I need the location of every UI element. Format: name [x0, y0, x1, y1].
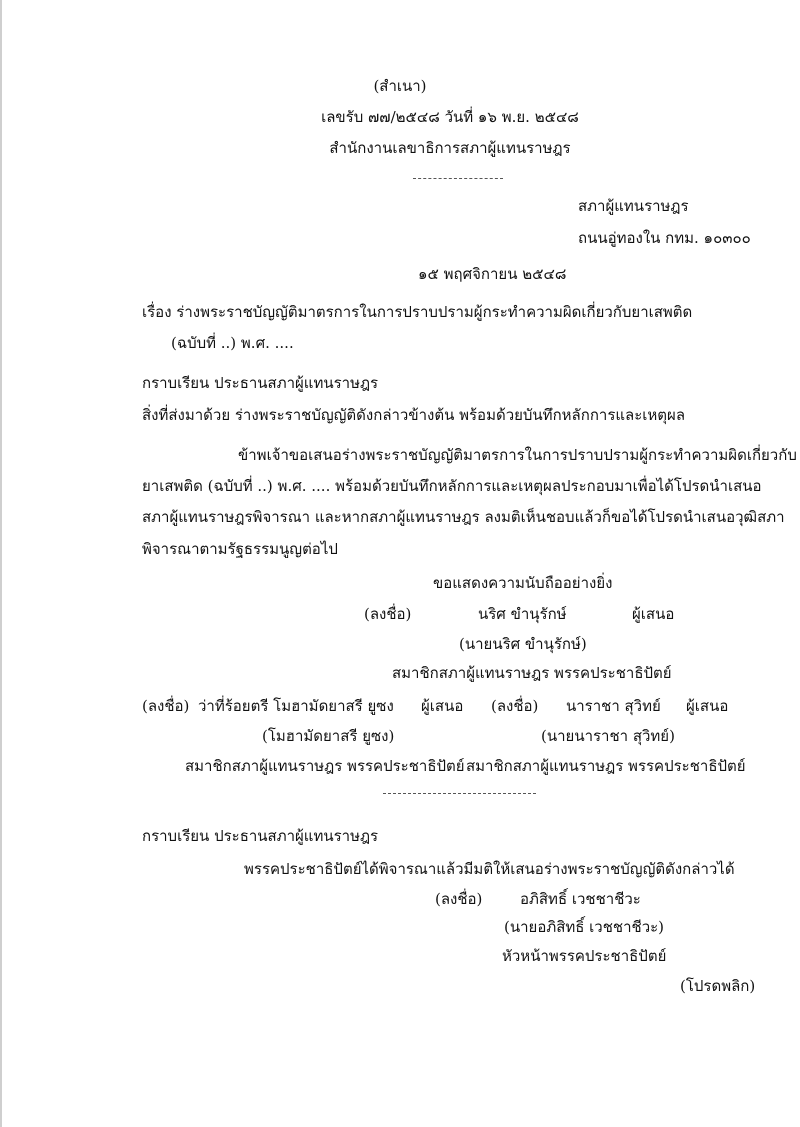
proposer-label: ผู้เสนอ — [421, 697, 464, 715]
leader-position: หัวหน้าพรรคประชาธิปัตย์ — [502, 947, 667, 965]
body-line-1: ข้าพเจ้าขอเสนอร่างพระราชบัญญัติมาตรการในการปราบปรามผู้กระทำความผิดเกี่ยวกับ — [238, 446, 797, 464]
closing: ขอแสดงความนับถืออย่างยิ่ง — [433, 574, 613, 592]
subject-line-1: เรื่อง ร่างพระราชบัญญัติมาตรการในการปราบปรามผู้กระทำความผิดเกี่ยวกับยาเสพติด — [142, 303, 693, 321]
section-divider — [383, 793, 536, 794]
sign-label: (ลงชื่อ) — [491, 697, 539, 715]
header-divider — [413, 178, 503, 179]
proposer-label: ผู้เสนอ — [632, 605, 675, 623]
sign-label: (ลงชื่อ) — [435, 890, 483, 908]
primary-position: สมาชิกสภาผู้แทนราษฎร พรรคประชาธิปัตย์ — [392, 664, 672, 682]
body-line-4: พิจารณาตามรัฐธรรมนูญต่อไป — [142, 540, 338, 558]
left-name: (โมฮามัดยาสรี ยูซง) — [262, 727, 395, 745]
right-position: สมาชิกสภาผู้แทนราษฎร พรรคประชาธิปัตย์ — [466, 757, 746, 775]
body-line-2: ยาเสพติด (ฉบับที่ ..) พ.ศ. .... พร้อมด้วยบันทึกหลักการและเหตุผลประกอบมาเพื่อได้โปรดนำเสนอ — [142, 477, 762, 495]
page-edge — [0, 0, 2, 1127]
subject-line-2: (ฉบับที่ ..) พ.ศ. .... — [171, 334, 294, 352]
letter-date: ๑๕ พฤศจิกายน ๒๕๔๘ — [418, 265, 567, 283]
endorsement-text: พรรคประชาธิปัตย์ได้พิจารณาแล้วมีมติให้เสนอร่างพระราชบัญญัติดังกล่าวได้ — [244, 860, 735, 878]
left-position: สมาชิกสภาผู้แทนราษฎร พรรคประชาธิปัตย์ — [185, 757, 465, 775]
primary-signature: นริศ ขำนุรักษ์ — [478, 605, 567, 623]
address-line-1: สภาผู้แทนราษฎร — [578, 197, 689, 215]
receipt-line: เลขรับ ๗๗/๒๕๔๘ วันที่ ๑๖ พ.ย. ๒๕๔๘ — [321, 108, 579, 126]
right-signature: นาราชา สุวิทย์ — [566, 697, 661, 715]
please-turn-over: (โปรดพลิก) — [680, 977, 756, 995]
endorsement-salutation: กราบเรียน ประธานสภาผู้แทนราษฎร — [142, 827, 379, 845]
address-line-2: ถนนอู่ทองใน กทม. ๑๐๓๐๐ — [578, 229, 751, 247]
salutation: กราบเรียน ประธานสภาผู้แทนราษฎร — [142, 374, 379, 392]
right-name: (นายนาราชา สุวิทย์) — [541, 727, 675, 745]
office-name: สำนักงานเลขาธิการสภาผู้แทนราษฎร — [329, 139, 571, 157]
copy-mark: (สำเนา) — [373, 77, 427, 95]
proposer-label: ผู้เสนอ — [686, 697, 729, 715]
sign-label: (ลงชื่อ) — [142, 697, 190, 715]
leader-name: (นายอภิสิทธิ์ เวชชาชีวะ) — [504, 918, 665, 936]
body-line-3: สภาผู้แทนราษฎรพิจารณา และหากสภาผู้แทนราษฎร ลงมติเห็นชอบแล้วก็ขอได้โปรดนำเสนอวุฒิสภา — [142, 508, 785, 526]
primary-name: (นายนริศ ขำนุรักษ์) — [459, 635, 587, 653]
left-signature: ว่าที่ร้อยตรี โมฮามัดยาสรี ยูซง — [198, 697, 394, 715]
leader-signature: อภิสิทธิ์ เวชชาชีวะ — [520, 890, 641, 908]
sign-label: (ลงชื่อ) — [364, 605, 412, 623]
enclosure: สิ่งที่ส่งมาด้วย ร่างพระราชบัญญัติดังกล่าวข้างต้น พร้อมด้วยบันทึกหลักการและเหตุผล — [142, 406, 686, 424]
